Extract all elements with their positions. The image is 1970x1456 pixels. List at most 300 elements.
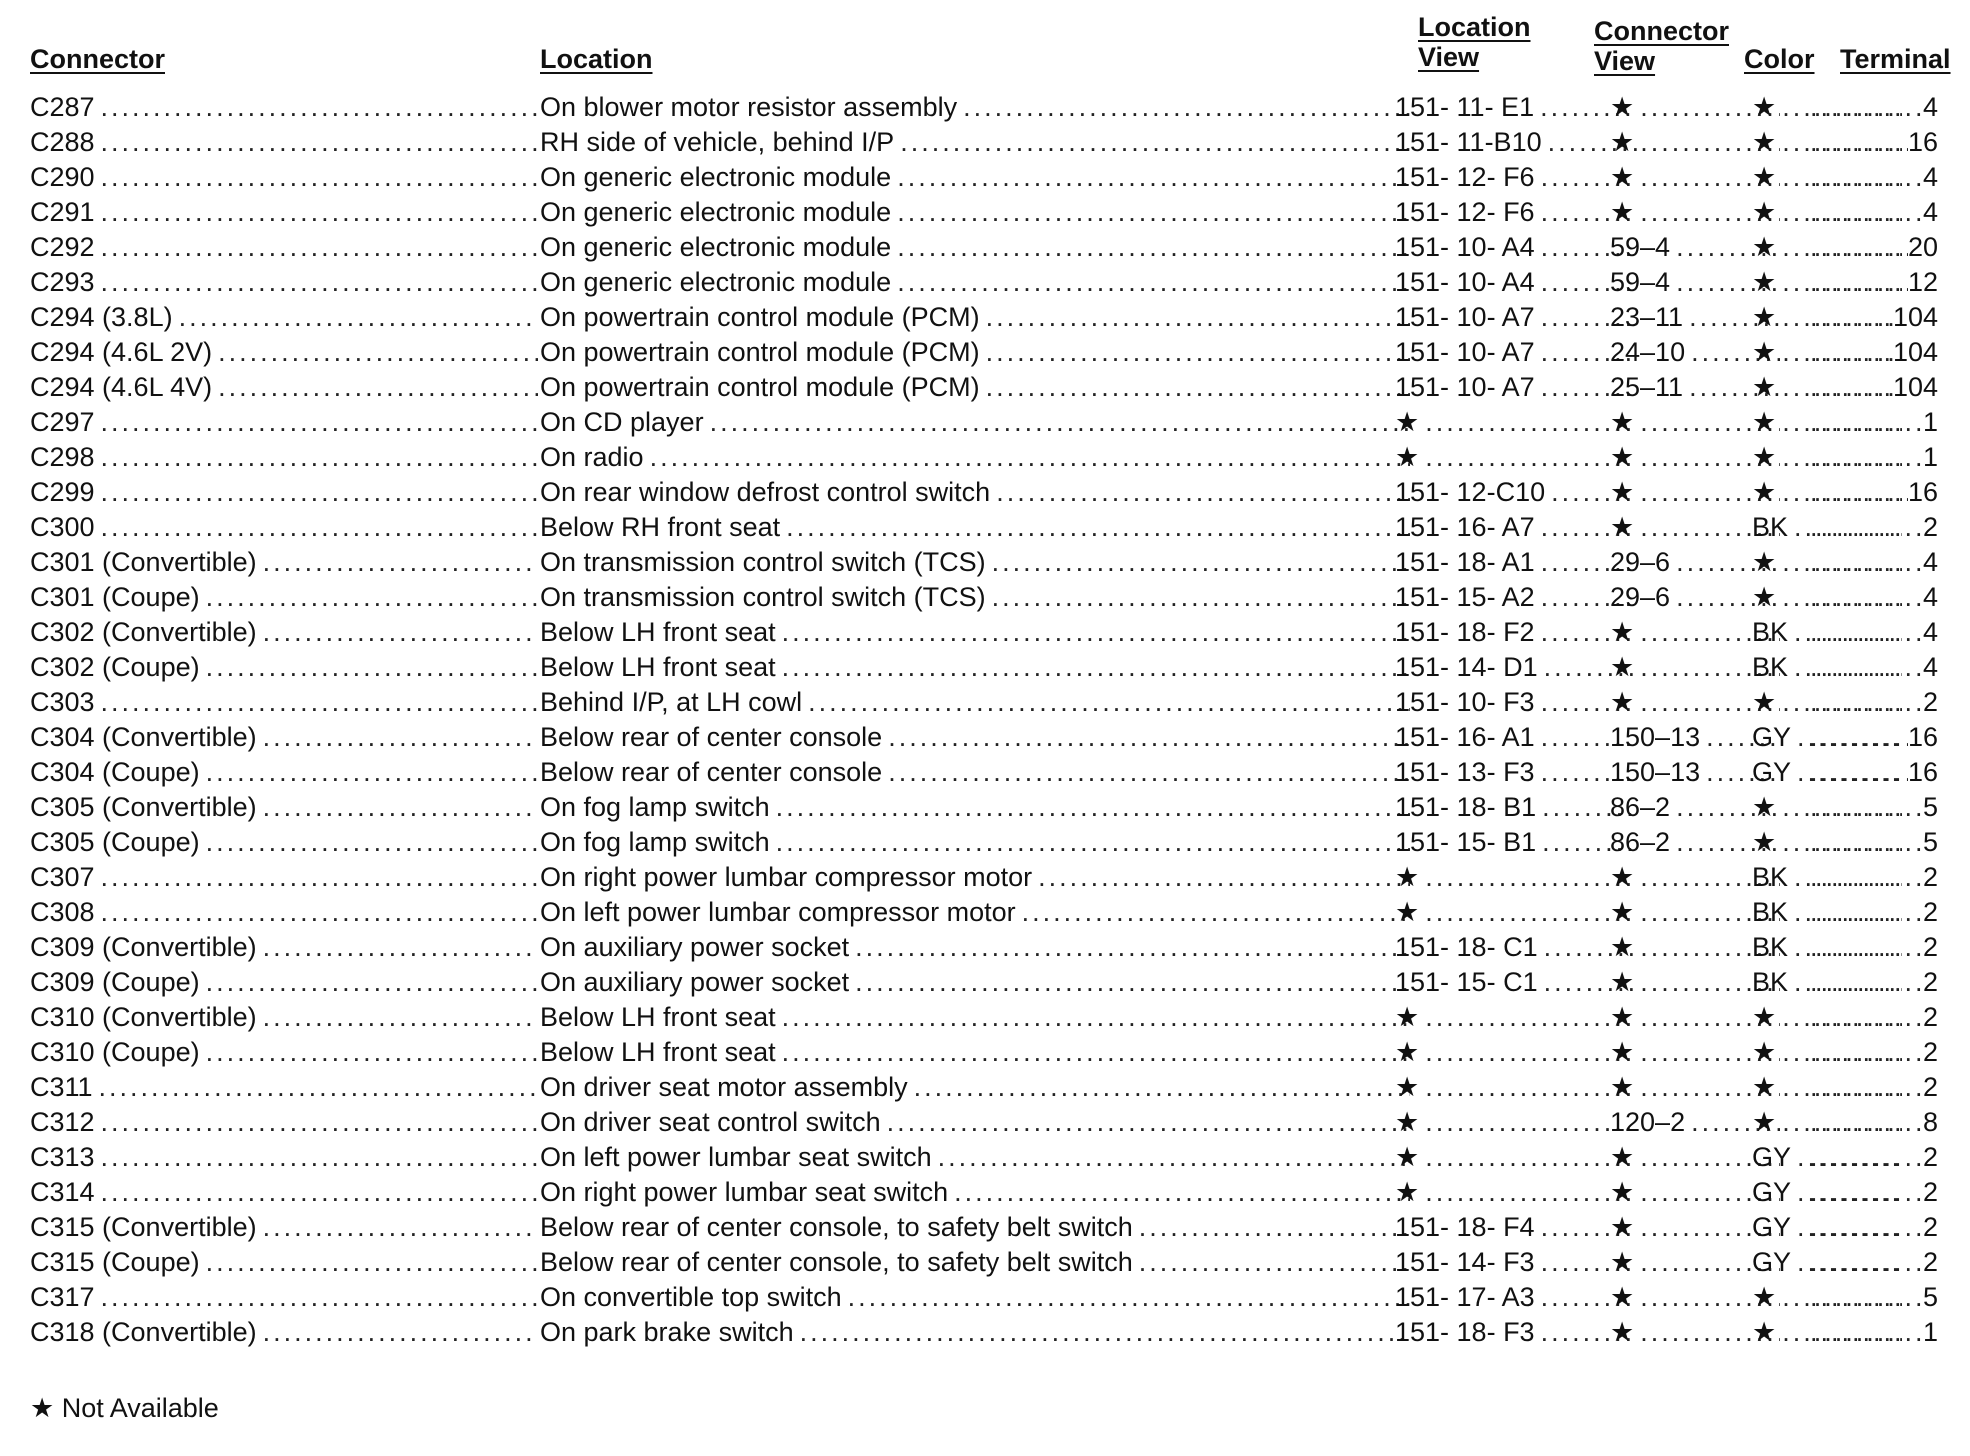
connector-cell-wrap bbox=[30, 965, 538, 1000]
dot-leader bbox=[808, 685, 1410, 720]
location-cell: Below RH front seat bbox=[540, 512, 781, 542]
location-view-cell-wrap bbox=[1395, 1000, 1637, 1035]
dot-leader bbox=[992, 545, 1410, 580]
table-row bbox=[30, 1280, 1938, 1315]
location-cell-wrap bbox=[540, 895, 1410, 930]
location-view-cell-wrap bbox=[1395, 930, 1637, 965]
connector-cell: C297 bbox=[30, 407, 95, 437]
connector-view-cell: ★ bbox=[1610, 617, 1635, 647]
terminal-cell-wrap bbox=[1810, 1175, 1944, 1210]
color-cell: ★ bbox=[1752, 477, 1777, 507]
dot-leader bbox=[101, 1140, 538, 1175]
location-view-cell-wrap bbox=[1395, 650, 1637, 685]
color-cell: ★ bbox=[1752, 442, 1777, 472]
color-cell: ★ bbox=[1752, 337, 1777, 367]
connector-view-cell: ★ bbox=[1610, 477, 1635, 507]
table-row bbox=[30, 1210, 1938, 1245]
location-cell: Below LH front seat bbox=[540, 652, 776, 682]
location-cell-wrap bbox=[540, 1035, 1410, 1070]
location-view-cell: 151- 16- A7 bbox=[1395, 512, 1535, 542]
dot-leader bbox=[1810, 615, 1923, 650]
location-view-cell-wrap bbox=[1395, 755, 1637, 790]
dot-leader bbox=[101, 405, 538, 440]
dot-leader bbox=[1810, 1210, 1923, 1245]
table-row bbox=[30, 440, 1938, 475]
terminal-cell: 2 bbox=[1922, 897, 1938, 927]
location-view-cell: 151- 11- E1 bbox=[1395, 92, 1535, 122]
dot-leader bbox=[1425, 405, 1637, 440]
header-location-view: Location View bbox=[1418, 12, 1531, 72]
location-view-cell-wrap bbox=[1395, 1210, 1637, 1245]
location-view-cell: 151- 12- F6 bbox=[1395, 197, 1535, 227]
location-cell-wrap bbox=[540, 685, 1410, 720]
connector-view-cell: 86–2 bbox=[1610, 792, 1671, 822]
color-cell: GY bbox=[1752, 757, 1792, 787]
dot-leader bbox=[848, 1280, 1410, 1315]
dot-leader bbox=[1139, 1245, 1410, 1280]
connector-cell: C291 bbox=[30, 197, 95, 227]
connector-cell: C303 bbox=[30, 687, 95, 717]
terminal-cell-wrap bbox=[1810, 860, 1944, 895]
dot-leader bbox=[101, 1280, 538, 1315]
connector-cell-wrap bbox=[30, 1070, 538, 1105]
terminal-cell: 104 bbox=[1892, 302, 1938, 332]
location-cell: On driver seat motor assembly bbox=[540, 1072, 908, 1102]
connector-view-cell: 29–6 bbox=[1610, 547, 1671, 577]
table-row bbox=[30, 405, 1938, 440]
location-cell-wrap bbox=[540, 90, 1410, 125]
location-cell-wrap bbox=[540, 125, 1410, 160]
location-cell-wrap bbox=[540, 230, 1410, 265]
dot-leader bbox=[897, 230, 1410, 265]
location-cell: On radio bbox=[540, 442, 644, 472]
table-row bbox=[30, 1105, 1938, 1140]
dot-leader bbox=[206, 580, 538, 615]
terminal-cell-wrap bbox=[1810, 545, 1944, 580]
dot-leader bbox=[996, 475, 1410, 510]
connector-cell: C300 bbox=[30, 512, 95, 542]
location-view-cell-wrap bbox=[1395, 1315, 1637, 1350]
terminal-cell: 1 bbox=[1922, 407, 1938, 437]
location-cell-wrap bbox=[540, 510, 1410, 545]
dot-leader bbox=[1810, 1105, 1923, 1140]
dot-leader bbox=[101, 195, 538, 230]
connector-cell: C304 (Coupe) bbox=[30, 757, 200, 787]
dot-leader bbox=[1810, 720, 1908, 755]
location-cell-wrap bbox=[540, 300, 1410, 335]
location-view-cell: ★ bbox=[1395, 1037, 1420, 1067]
color-cell: ★ bbox=[1752, 1317, 1777, 1347]
location-cell: On generic electronic module bbox=[540, 197, 892, 227]
color-cell: ★ bbox=[1752, 1282, 1777, 1312]
connector-cell: C307 bbox=[30, 862, 95, 892]
location-view-cell-wrap bbox=[1395, 230, 1637, 265]
connector-cell: C304 (Convertible) bbox=[30, 722, 257, 752]
table-row bbox=[30, 895, 1938, 930]
dot-leader bbox=[179, 300, 538, 335]
location-view-cell-wrap bbox=[1395, 790, 1637, 825]
dot-leader bbox=[1425, 1175, 1637, 1210]
location-view-cell: ★ bbox=[1395, 862, 1420, 892]
connector-cell: C310 (Convertible) bbox=[30, 1002, 257, 1032]
connector-view-cell: ★ bbox=[1610, 1282, 1635, 1312]
location-view-cell: 151- 13- F3 bbox=[1395, 757, 1535, 787]
table-row bbox=[30, 755, 1938, 790]
location-cell-wrap bbox=[540, 930, 1410, 965]
location-cell: On left power lumbar seat switch bbox=[540, 1142, 932, 1172]
connector-cell-wrap bbox=[30, 230, 538, 265]
dot-leader bbox=[1810, 370, 1893, 405]
terminal-cell-wrap bbox=[1810, 405, 1944, 440]
dot-leader bbox=[1810, 1035, 1923, 1070]
terminal-cell: 12 bbox=[1907, 267, 1938, 297]
location-cell: On fog lamp switch bbox=[540, 827, 770, 857]
terminal-cell: 8 bbox=[1922, 1107, 1938, 1137]
location-cell: On transmission control switch (TCS) bbox=[540, 582, 986, 612]
terminal-cell-wrap bbox=[1810, 685, 1944, 720]
location-cell-wrap bbox=[540, 370, 1410, 405]
location-view-cell: 151- 15- B1 bbox=[1395, 827, 1537, 857]
location-view-cell: ★ bbox=[1395, 897, 1420, 927]
dot-leader bbox=[206, 755, 538, 790]
dot-leader bbox=[1038, 860, 1410, 895]
location-view-cell-wrap bbox=[1395, 685, 1637, 720]
connector-cell: C294 (3.8L) bbox=[30, 302, 173, 332]
location-cell: Below LH front seat bbox=[540, 1037, 776, 1067]
location-cell: On rear window defrost control switch bbox=[540, 477, 991, 507]
connector-view-cell: ★ bbox=[1610, 1142, 1635, 1172]
connector-view-cell: 59–4 bbox=[1610, 267, 1671, 297]
table-row bbox=[30, 195, 1938, 230]
dot-leader bbox=[800, 1315, 1410, 1350]
dot-leader bbox=[263, 1210, 538, 1245]
dot-leader bbox=[263, 720, 538, 755]
connector-cell-wrap bbox=[30, 1035, 538, 1070]
terminal-cell-wrap bbox=[1810, 1070, 1944, 1105]
location-cell: On convertible top switch bbox=[540, 1282, 842, 1312]
dot-leader bbox=[1810, 510, 1923, 545]
location-view-cell-wrap bbox=[1395, 265, 1637, 300]
table-row bbox=[30, 335, 1938, 370]
connector-cell-wrap bbox=[30, 545, 538, 580]
dot-leader bbox=[263, 1315, 538, 1350]
connector-cell: C290 bbox=[30, 162, 95, 192]
dot-leader bbox=[986, 335, 1410, 370]
connector-cell-wrap bbox=[30, 90, 538, 125]
dot-leader bbox=[1810, 860, 1923, 895]
terminal-cell: 4 bbox=[1922, 582, 1938, 612]
location-view-cell-wrap bbox=[1395, 1280, 1637, 1315]
terminal-cell: 4 bbox=[1922, 162, 1938, 192]
location-cell: RH side of vehicle, behind I/P bbox=[540, 127, 895, 157]
location-view-cell: 151- 10- A4 bbox=[1395, 232, 1535, 262]
color-cell: BK bbox=[1752, 897, 1789, 927]
terminal-cell-wrap bbox=[1810, 160, 1944, 195]
terminal-cell: 4 bbox=[1922, 197, 1938, 227]
location-cell-wrap bbox=[540, 1315, 1410, 1350]
dot-leader bbox=[782, 615, 1410, 650]
connector-cell-wrap bbox=[30, 300, 538, 335]
table-row bbox=[30, 125, 1938, 160]
connector-cell: C315 (Coupe) bbox=[30, 1247, 200, 1277]
dot-leader bbox=[1810, 650, 1923, 685]
dot-leader bbox=[650, 440, 1410, 475]
location-cell-wrap bbox=[540, 1000, 1410, 1035]
location-cell: On auxiliary power socket bbox=[540, 967, 850, 997]
connector-view-cell: ★ bbox=[1610, 127, 1635, 157]
dot-leader bbox=[263, 615, 538, 650]
terminal-cell: 5 bbox=[1922, 1282, 1938, 1312]
connector-cell-wrap bbox=[30, 615, 538, 650]
location-cell-wrap bbox=[540, 790, 1410, 825]
location-cell: On blower motor resistor assembly bbox=[540, 92, 958, 122]
table-row bbox=[30, 475, 1938, 510]
color-cell: GY bbox=[1752, 722, 1792, 752]
color-cell: ★ bbox=[1752, 162, 1777, 192]
connector-view-cell: ★ bbox=[1610, 897, 1635, 927]
dot-leader bbox=[1022, 895, 1410, 930]
color-cell: ★ bbox=[1752, 1107, 1777, 1137]
dot-leader bbox=[776, 790, 1410, 825]
location-view-cell: 151- 18- F4 bbox=[1395, 1212, 1535, 1242]
connector-cell: C313 bbox=[30, 1142, 95, 1172]
terminal-cell: 4 bbox=[1922, 92, 1938, 122]
location-view-cell-wrap bbox=[1395, 1140, 1637, 1175]
location-cell: On auxiliary power socket bbox=[540, 932, 850, 962]
connector-cell-wrap bbox=[30, 580, 538, 615]
connector-cell: C292 bbox=[30, 232, 95, 262]
connector-cell-wrap bbox=[30, 930, 538, 965]
terminal-cell-wrap bbox=[1810, 1245, 1944, 1280]
dot-leader bbox=[1810, 160, 1923, 195]
connector-view-cell: 23–11 bbox=[1610, 302, 1684, 332]
color-cell: ★ bbox=[1752, 407, 1777, 437]
connector-cell-wrap bbox=[30, 755, 538, 790]
location-view-cell: ★ bbox=[1395, 1142, 1420, 1172]
table-row bbox=[30, 230, 1938, 265]
location-cell-wrap bbox=[540, 720, 1410, 755]
connector-cell: C287 bbox=[30, 92, 95, 122]
connector-view-cell: ★ bbox=[1610, 1177, 1635, 1207]
terminal-cell-wrap bbox=[1810, 1140, 1944, 1175]
location-cell: On right power lumbar seat switch bbox=[540, 1177, 949, 1207]
location-cell-wrap bbox=[540, 1280, 1410, 1315]
terminal-cell: 16 bbox=[1907, 127, 1938, 157]
terminal-cell-wrap bbox=[1810, 335, 1944, 370]
connector-cell-wrap bbox=[30, 265, 538, 300]
dot-leader bbox=[954, 1175, 1410, 1210]
location-view-cell-wrap bbox=[1395, 405, 1637, 440]
dot-leader bbox=[1810, 685, 1923, 720]
header-connector: Connector bbox=[30, 44, 165, 74]
location-cell: On generic electronic module bbox=[540, 162, 892, 192]
header-location: Location bbox=[540, 44, 653, 74]
terminal-cell: 2 bbox=[1922, 512, 1938, 542]
color-cell: ★ bbox=[1752, 267, 1777, 297]
connector-cell: C293 bbox=[30, 267, 95, 297]
dot-leader bbox=[206, 1035, 538, 1070]
location-view-cell: 151- 11-B10 bbox=[1395, 127, 1542, 157]
connector-cell: C294 (4.6L 2V) bbox=[30, 337, 213, 367]
connector-view-cell: ★ bbox=[1610, 442, 1635, 472]
dot-leader bbox=[101, 685, 538, 720]
connector-rows bbox=[30, 90, 1938, 1350]
table-row bbox=[30, 685, 1938, 720]
location-cell-wrap bbox=[540, 545, 1410, 580]
dot-leader bbox=[101, 265, 538, 300]
color-cell: ★ bbox=[1752, 127, 1777, 157]
connector-view-cell: ★ bbox=[1610, 162, 1635, 192]
location-view-cell: ★ bbox=[1395, 1107, 1420, 1137]
terminal-cell-wrap bbox=[1810, 1035, 1944, 1070]
terminal-cell: 4 bbox=[1922, 547, 1938, 577]
connector-cell: C301 (Convertible) bbox=[30, 547, 257, 577]
location-cell-wrap bbox=[540, 160, 1410, 195]
dot-leader bbox=[1810, 965, 1923, 1000]
terminal-cell-wrap bbox=[1810, 475, 1944, 510]
terminal-cell: 1 bbox=[1922, 442, 1938, 472]
dot-leader bbox=[963, 90, 1410, 125]
dot-leader bbox=[887, 1105, 1410, 1140]
dot-leader bbox=[1425, 1070, 1637, 1105]
color-cell: GY bbox=[1752, 1247, 1792, 1277]
location-view-cell: 151- 18- C1 bbox=[1395, 932, 1538, 962]
location-view-cell: 151- 18- F3 bbox=[1395, 1317, 1535, 1347]
dot-leader bbox=[1139, 1210, 1410, 1245]
location-cell-wrap bbox=[540, 755, 1410, 790]
color-cell: BK bbox=[1752, 617, 1789, 647]
location-view-cell-wrap bbox=[1395, 1245, 1637, 1280]
terminal-cell-wrap bbox=[1810, 1210, 1944, 1245]
dot-leader bbox=[1810, 930, 1923, 965]
dot-leader bbox=[992, 580, 1410, 615]
dot-leader bbox=[101, 475, 538, 510]
dot-leader bbox=[101, 125, 538, 160]
connector-cell: C309 (Coupe) bbox=[30, 967, 200, 997]
dot-leader bbox=[1425, 895, 1637, 930]
location-view-cell-wrap bbox=[1395, 1105, 1637, 1140]
location-cell: Below rear of center console, to safety belt switch bbox=[540, 1247, 1133, 1277]
location-view-cell-wrap bbox=[1395, 825, 1637, 860]
terminal-cell: 2 bbox=[1922, 687, 1938, 717]
terminal-cell-wrap bbox=[1810, 965, 1944, 1000]
color-cell: ★ bbox=[1752, 582, 1777, 612]
color-cell: BK bbox=[1752, 512, 1789, 542]
connector-cell: C310 (Coupe) bbox=[30, 1037, 200, 1067]
connector-cell-wrap bbox=[30, 825, 538, 860]
location-cell: On right power lumbar compressor motor bbox=[540, 862, 1033, 892]
connector-cell-wrap bbox=[30, 1105, 538, 1140]
dot-leader bbox=[1810, 895, 1923, 930]
connector-view-cell: ★ bbox=[1610, 932, 1635, 962]
location-view-cell: 151- 15- A2 bbox=[1395, 582, 1535, 612]
color-cell: ★ bbox=[1752, 302, 1777, 332]
connector-cell-wrap bbox=[30, 195, 538, 230]
dot-leader bbox=[263, 545, 538, 580]
table-row bbox=[30, 1070, 1938, 1105]
location-view-cell: 151- 12- F6 bbox=[1395, 162, 1535, 192]
dot-leader bbox=[263, 930, 538, 965]
dot-leader bbox=[1810, 790, 1923, 825]
dot-leader bbox=[1810, 1280, 1923, 1315]
terminal-cell-wrap bbox=[1810, 1000, 1944, 1035]
location-view-cell-wrap bbox=[1395, 125, 1637, 160]
terminal-cell: 2 bbox=[1922, 1177, 1938, 1207]
connector-view-cell: ★ bbox=[1610, 967, 1635, 997]
location-view-cell-wrap bbox=[1395, 510, 1637, 545]
connector-cell: C288 bbox=[30, 127, 95, 157]
connector-view-cell: ★ bbox=[1610, 1212, 1635, 1242]
color-cell: BK bbox=[1752, 967, 1789, 997]
dot-leader bbox=[1810, 1245, 1923, 1280]
table-row bbox=[30, 1315, 1938, 1350]
dot-leader bbox=[1810, 545, 1923, 580]
terminal-cell-wrap bbox=[1810, 195, 1944, 230]
location-view-cell-wrap bbox=[1395, 1035, 1637, 1070]
connector-cell-wrap bbox=[30, 405, 538, 440]
location-view-cell: 151- 10- A7 bbox=[1395, 337, 1535, 367]
location-cell-wrap bbox=[540, 825, 1410, 860]
color-cell: GY bbox=[1752, 1212, 1792, 1242]
connector-cell: C302 (Convertible) bbox=[30, 617, 257, 647]
table-row bbox=[30, 1000, 1938, 1035]
dot-leader bbox=[1810, 125, 1908, 160]
dot-leader bbox=[1810, 405, 1923, 440]
dot-leader bbox=[218, 335, 538, 370]
connector-cell: C302 (Coupe) bbox=[30, 652, 200, 682]
location-view-cell-wrap bbox=[1395, 860, 1637, 895]
dot-leader bbox=[101, 1175, 538, 1210]
connector-cell: C305 (Convertible) bbox=[30, 792, 257, 822]
connector-view-cell: ★ bbox=[1610, 1037, 1635, 1067]
color-cell: ★ bbox=[1752, 1072, 1777, 1102]
location-cell-wrap bbox=[540, 580, 1410, 615]
connector-cell: C305 (Coupe) bbox=[30, 827, 200, 857]
location-cell-wrap bbox=[540, 615, 1410, 650]
location-cell-wrap bbox=[540, 965, 1410, 1000]
connector-cell-wrap bbox=[30, 685, 538, 720]
dot-leader bbox=[1810, 300, 1893, 335]
location-view-cell: 151- 10- F3 bbox=[1395, 687, 1535, 717]
terminal-cell: 16 bbox=[1907, 477, 1938, 507]
dot-leader bbox=[782, 650, 1410, 685]
connector-view-cell: ★ bbox=[1610, 862, 1635, 892]
terminal-cell-wrap bbox=[1810, 825, 1944, 860]
location-cell: On park brake switch bbox=[540, 1317, 794, 1347]
location-view-cell-wrap bbox=[1395, 720, 1637, 755]
connector-view-cell: ★ bbox=[1610, 92, 1635, 122]
location-cell-wrap bbox=[540, 475, 1410, 510]
terminal-cell-wrap bbox=[1810, 790, 1944, 825]
table-row bbox=[30, 825, 1938, 860]
table-row bbox=[30, 1035, 1938, 1070]
terminal-cell-wrap bbox=[1810, 650, 1944, 685]
terminal-cell-wrap bbox=[1810, 895, 1944, 930]
dot-leader bbox=[782, 1000, 1410, 1035]
table-row bbox=[30, 1140, 1938, 1175]
terminal-cell-wrap bbox=[1810, 370, 1944, 405]
color-cell: ★ bbox=[1752, 372, 1777, 402]
table-row bbox=[30, 90, 1938, 125]
location-view-cell-wrap bbox=[1395, 1175, 1637, 1210]
terminal-cell: 1 bbox=[1922, 1317, 1938, 1347]
terminal-cell-wrap bbox=[1810, 580, 1944, 615]
dot-leader bbox=[206, 965, 538, 1000]
table-row bbox=[30, 370, 1938, 405]
color-cell: BK bbox=[1752, 862, 1789, 892]
color-cell: ★ bbox=[1752, 827, 1777, 857]
dot-leader bbox=[101, 440, 538, 475]
